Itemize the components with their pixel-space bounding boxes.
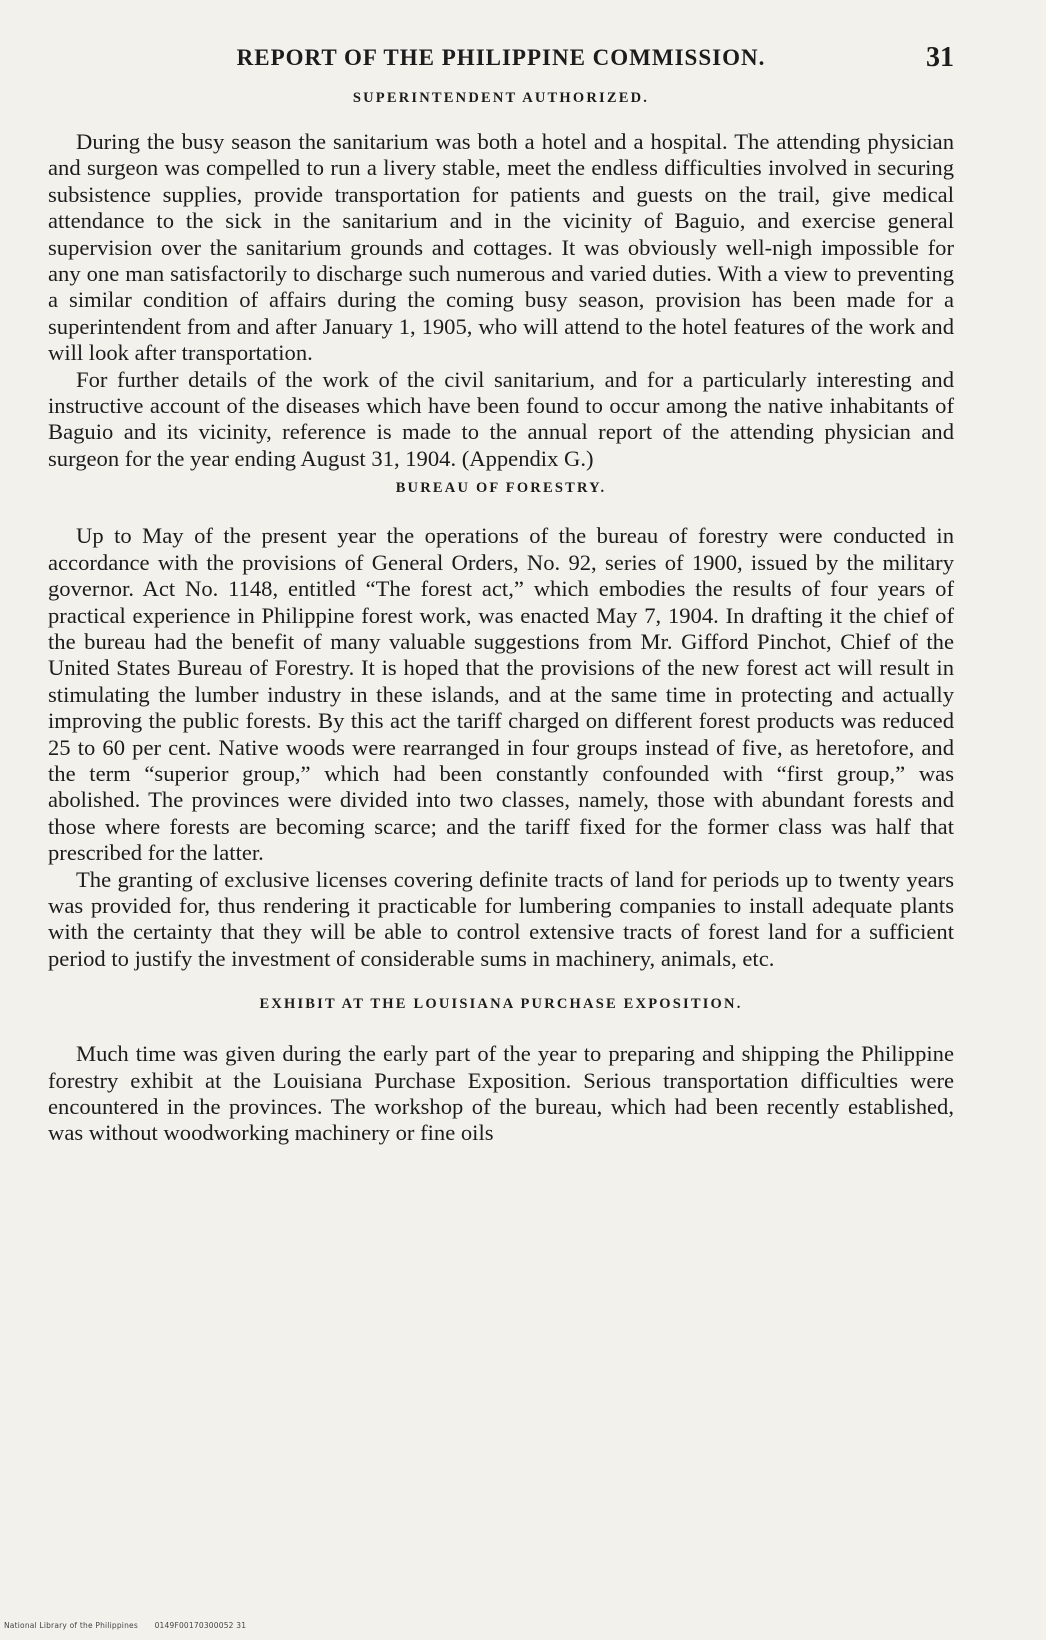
document-page <box>48 40 954 1600</box>
section-heading-superintendent: SUPERINTENDENT AUTHORIZED. <box>352 90 650 106</box>
scan-footer <box>4 1621 260 1630</box>
footer-library: National Library of the Philippines <box>4 1621 138 1630</box>
paragraph-further-details: For further details of the work of the civil sanitarium, and for a particularly interesting and instructive account of the diseases which have been found to occur among the native inhabitants of Baguio and its vicinity, reference is made to the annual report of the attending physician and surgeon for the year ending August 31, 1904. (Appendix G.) <box>48 366 954 471</box>
paragraph-sanitarium-duties: During the busy season the sanitarium was both a hotel and a hospital. The attending physician and surgeon was compelled to run a livery stable, meet the endless difficulties involved in securing subsistence supplies, provide transportation for patients and guests on the trail, give medical attendance to the sick in the sanitarium and in the vicinity of Baguio, and exercise general supervision over the sanitarium grounds and cottages. It was obviously well-nigh impossible for any one man satisfactorily to discharge such numerous and varied duties. With a view to preventing a similar condition of affairs during the coming busy season, provision has been made for a superintendent from and after January 1, 1905, who will attend to the hotel features of the work and will look after transportation. <box>48 129 954 366</box>
paragraph-exclusive-licenses: The granting of exclusive licenses covering definite tracts of land for periods up to twenty years was provided for, thus rendering it practicable for lumbering companies to install adequate plants with the certainty that they will be able to control extensive tracts of forest land for a sufficient period to justify the investment of considerable sums in machinery, animals, etc. <box>48 866 954 971</box>
page-number: 31 <box>926 42 954 73</box>
paragraph-forest-act: Up to May of the present year the operations of the bureau of forestry were conducted in accordance with the provisions of General Orders, No. 92, series of 1900, issued by the military governor. Act No. 1148, entitled “The forest act,” which embodies the results of four years of practical experience in Philippine forest work, was enacted May 7, 1904. In drafting it the chief of the bureau had the benefit of many valuable suggestions from Mr. Gifford Pinchot, Chief of the United States Bureau of Forestry. It is hoped that the provisions of the new forest act will result in stimulating the lumber industry in these islands, and at the same time in protecting and actually improving the public forests. By this act the tariff charged on different forest products was reduced 25 to 60 per cent. Native woods were rearranged in four groups instead of five, as heretofore, and the term “superior group,” which had been constantly confounded with “first group,” was abolished. The provinces were divided into two classes, namely, those with abundant forests and those where forests are becoming scarce; and the tariff fixed for the former class was half that prescribed for the latter. <box>48 523 954 866</box>
paragraph-exhibit: Much time was given during the early part of the year to preparing and shipping the Philippine forestry exhibit at the Louisiana Purchase Exposition. Serious transportation difficulties were encountered in the provinces. The workshop of the bureau, which had been recently established, was without woodworking machinery or fine oils <box>48 1041 954 1146</box>
running-head <box>48 40 954 76</box>
running-title: REPORT OF THE PHILIPPINE COMMISSION. <box>236 45 766 70</box>
section-heading-exhibit: EXHIBIT AT THE LOUISIANA PURCHASE EXPOSITION. <box>259 996 743 1013</box>
footer-code: 0149F00170300052 31 <box>154 1621 247 1630</box>
section-heading-forestry: BUREAU OF FORESTRY. <box>395 480 607 497</box>
